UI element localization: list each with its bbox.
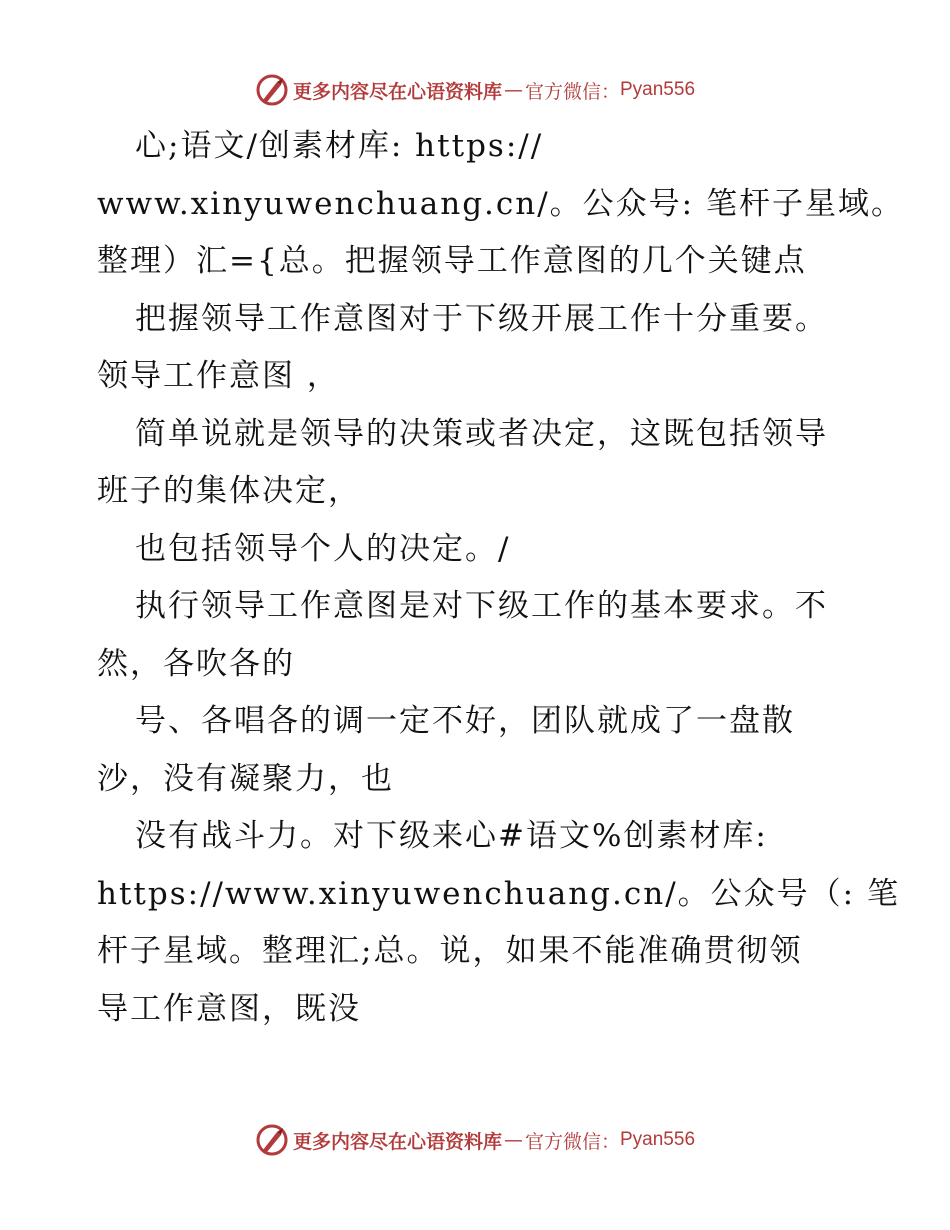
body-line: 领导工作意图 ， xyxy=(97,358,340,394)
document-body xyxy=(97,118,904,1038)
body-line: 简单说就是领导的决策或者决定，这既包括领导 xyxy=(135,415,828,452)
banner-wechat-label: 官方微信： xyxy=(524,80,620,103)
banner-wechat-id: Pyan556 xyxy=(620,1129,696,1150)
body-line: 沙，没有凝聚力，也 xyxy=(97,760,394,797)
body-line: 班子的集体决定， xyxy=(97,473,361,509)
body-line: 把握领导工作意图对于下级开展工作十分重要。 xyxy=(135,300,828,337)
banner-separator: — xyxy=(503,1129,523,1151)
body-line: 心;语文/创素材库: https:// xyxy=(135,128,544,164)
body-line: 号、各唱各的调一定不好，团队就成了一盘散 xyxy=(135,703,795,739)
banner-wechat-label: 官方微信： xyxy=(524,1130,620,1153)
banner-wechat-id: Pyan556 xyxy=(620,79,696,100)
footer-banner xyxy=(0,1120,950,1160)
body-line: 没有战斗力。对下级来心#语文%创素材库: xyxy=(135,818,768,854)
body-line: 导工作意图，既没 xyxy=(97,990,361,1027)
body-line: 然，各吹各的 xyxy=(97,645,295,682)
banner-separator: — xyxy=(503,79,523,101)
quill-logo-icon xyxy=(255,73,289,107)
body-line: www.xinyuwenchuang.cn/。公众号: 笔杆子星域。 xyxy=(97,185,904,222)
body-line: 执行领导工作意图是对下级工作的基本要求。不 xyxy=(135,588,828,624)
body-line: 也包括领导个人的决定。/ xyxy=(135,530,511,567)
banner-brand-text: 更多内容尽在心语资料库 xyxy=(292,80,502,103)
banner-brand-text: 更多内容尽在心语资料库 xyxy=(292,1130,502,1153)
body-line: 整理）汇={总。把握领导工作意图的几个关键点 xyxy=(97,243,807,279)
body-line: https://www.xinyuwenchuang.cn/。公众号（: 笔 xyxy=(97,875,900,912)
quill-logo-icon xyxy=(255,1123,289,1157)
body-line: 杆子星域。整理汇;总。说，如果不能准确贯彻领 xyxy=(97,933,803,969)
header-banner xyxy=(0,70,950,110)
